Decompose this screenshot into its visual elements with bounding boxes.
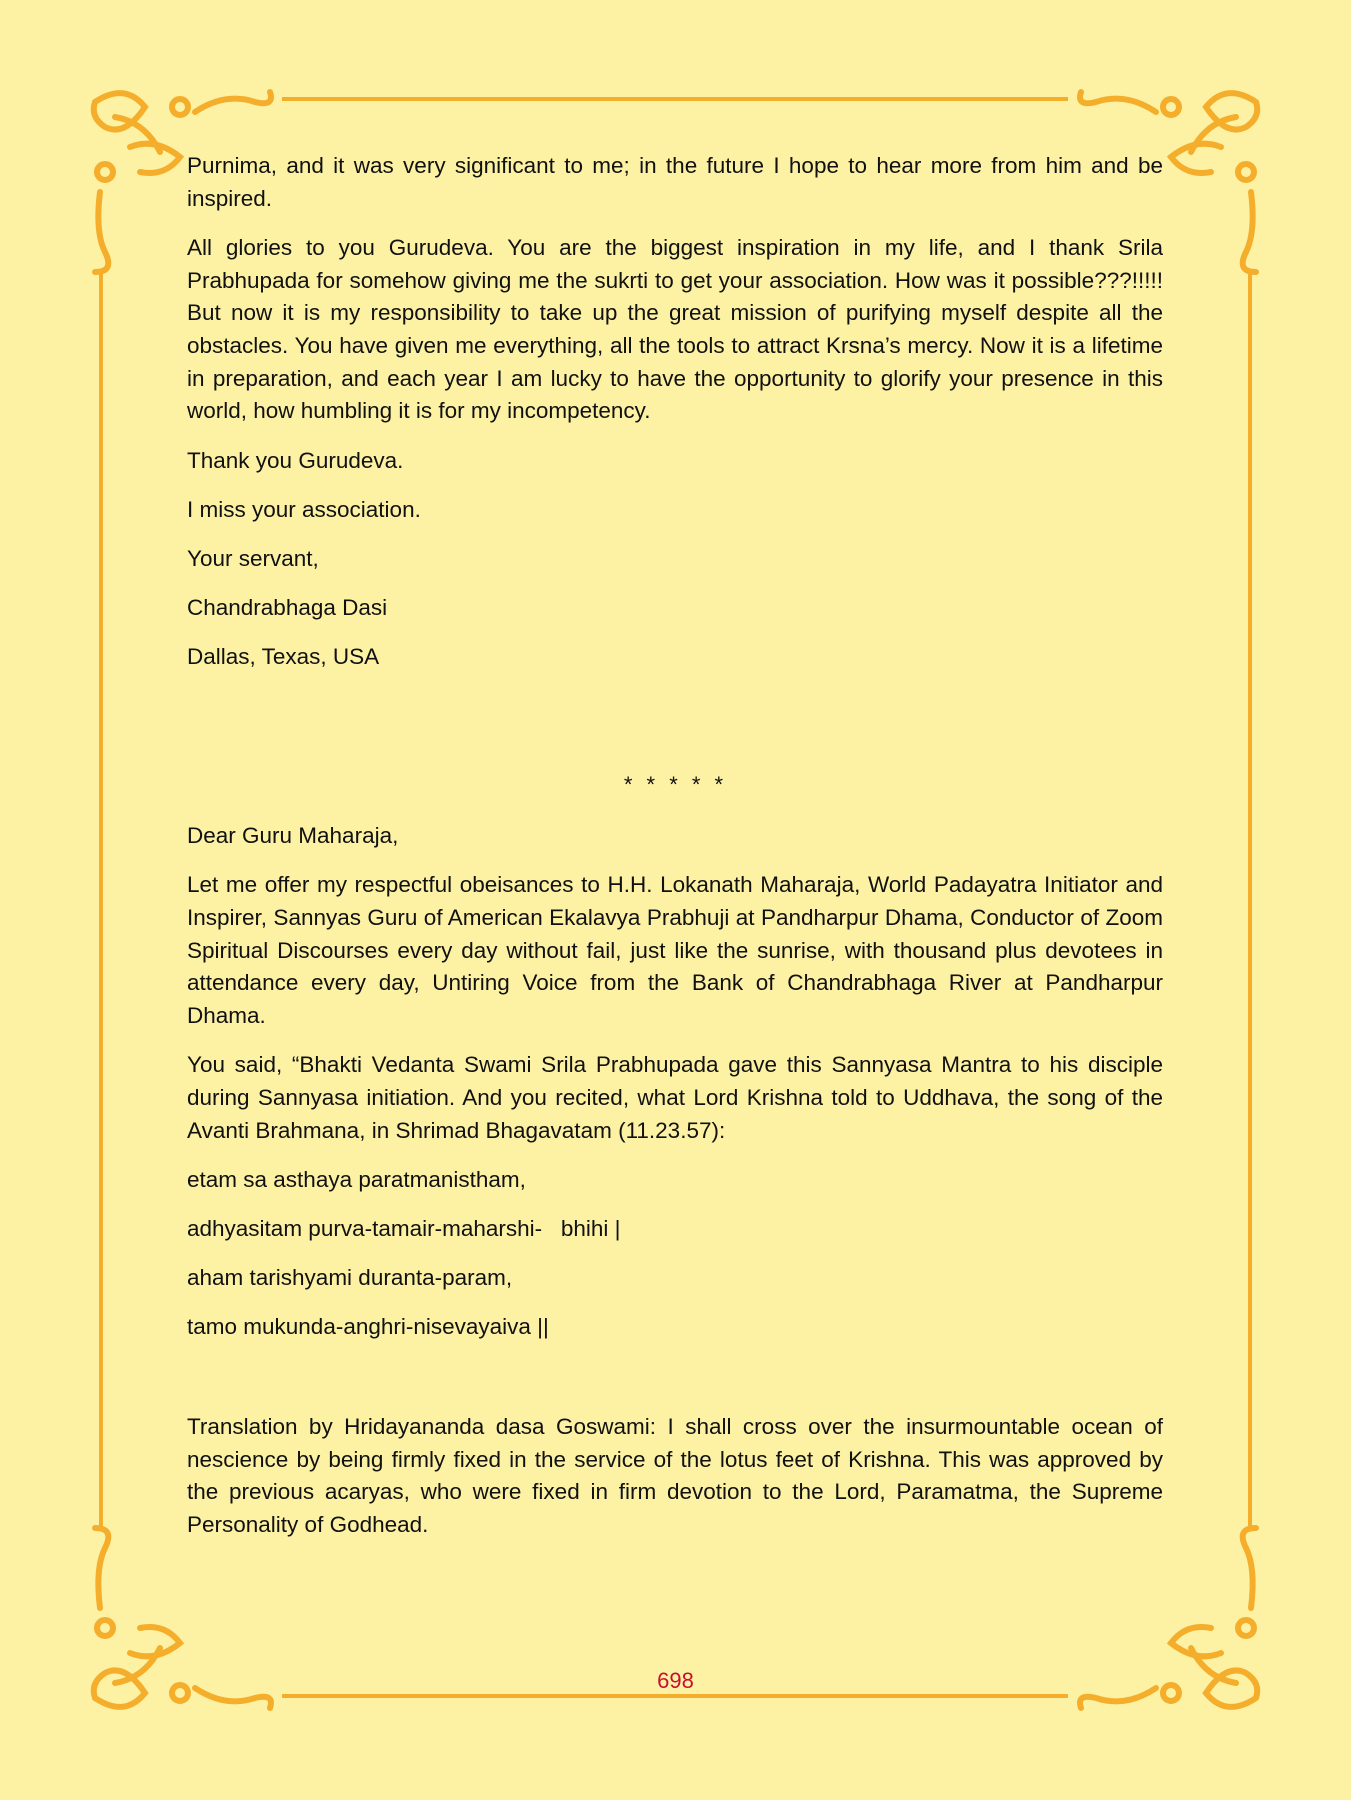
separator: * * * * * <box>623 772 728 797</box>
letter-1 <box>187 150 1163 691</box>
translation <box>187 1411 1163 1558</box>
verse-line: etam sa asthaya paratmanistham, <box>187 1166 526 1192</box>
verse-line: aham tarishyami duranta-param, <box>187 1265 513 1291</box>
letter-2 <box>187 820 1163 1361</box>
border-left <box>99 272 103 1528</box>
paragraph: You said, “Bhakti Vedanta Swami Srila Prabhupada gave this Sannyasa Mantra to his disciple during Sannyasa initiation. And you recited, what Lord Krishna told to Uddhava, the song of the Avanti Brahmana, in Shrimad Bhagavatam (11.23.57): <box>187 1052 1163 1143</box>
paragraph: All glories to you Gurudeva. You are the biggest inspiration in my life, and I thank Srila Prabhupada for somehow giving me the sukrti to get your association. How was it possible???!!!!! But now it is my responsibility to take up the great mission of purifying myself despite all the obstacles. You have given me everything, all the tools to attract Krsna’s mercy. Now it is a lifetime in preparation, and each year I am lucky to have the opportunity to glorify your presence in this world, how humbling it is for my incompetency. <box>187 234 1163 424</box>
verse-line: adhyasitam purva-tamair-maharshi- bhihi | <box>187 1216 621 1242</box>
closing-line: I miss your association. <box>187 496 421 522</box>
signature-location: Dallas, Texas, USA <box>187 644 380 670</box>
verse-line: tamo mukunda-anghri-nisevayaiva || <box>187 1314 549 1340</box>
salutation: Dear Guru Maharaja, <box>187 823 399 848</box>
closing-servant: Your servant, <box>187 546 319 572</box>
signature-name: Chandrabhaga Dasi <box>187 595 388 621</box>
border-bottom <box>282 1694 1068 1698</box>
page-number: 698 <box>657 1668 694 1693</box>
translation-paragraph: Translation by Hridayananda dasa Goswami: I shall cross over the insurmountable ocean of nescience by being firmly fixed in the service of the lotus feet of Krishna. This was approved by the previous acaryas, who were fixed in firm devotion to the Lord, Paramatma, the Supreme Personality of Godhead. <box>187 1414 1163 1538</box>
closing-thanks: Thank you Gurudeva. <box>187 447 404 473</box>
border-top <box>282 97 1068 101</box>
paragraph: Let me offer my respectful obeisances to H.H. Lokanath Maharaja, World Padayatra Initiator and Inspirer, Sannyas Guru of American Ekalavya Prabhuji at Pandharpur Dhama, Conductor of Zoom Spiritual Discourses every day without fail, just like the sunrise, with thousand plus devotees in attendance every day, Untiring Voice from the Bank of Chandrabhaga River at Pandharpur Dhama. <box>187 872 1163 1029</box>
paragraph: Purnima, and it was very significant to me; in the future I hope to hear more from him and be inspired. <box>187 153 1163 211</box>
border-right <box>1248 272 1252 1528</box>
